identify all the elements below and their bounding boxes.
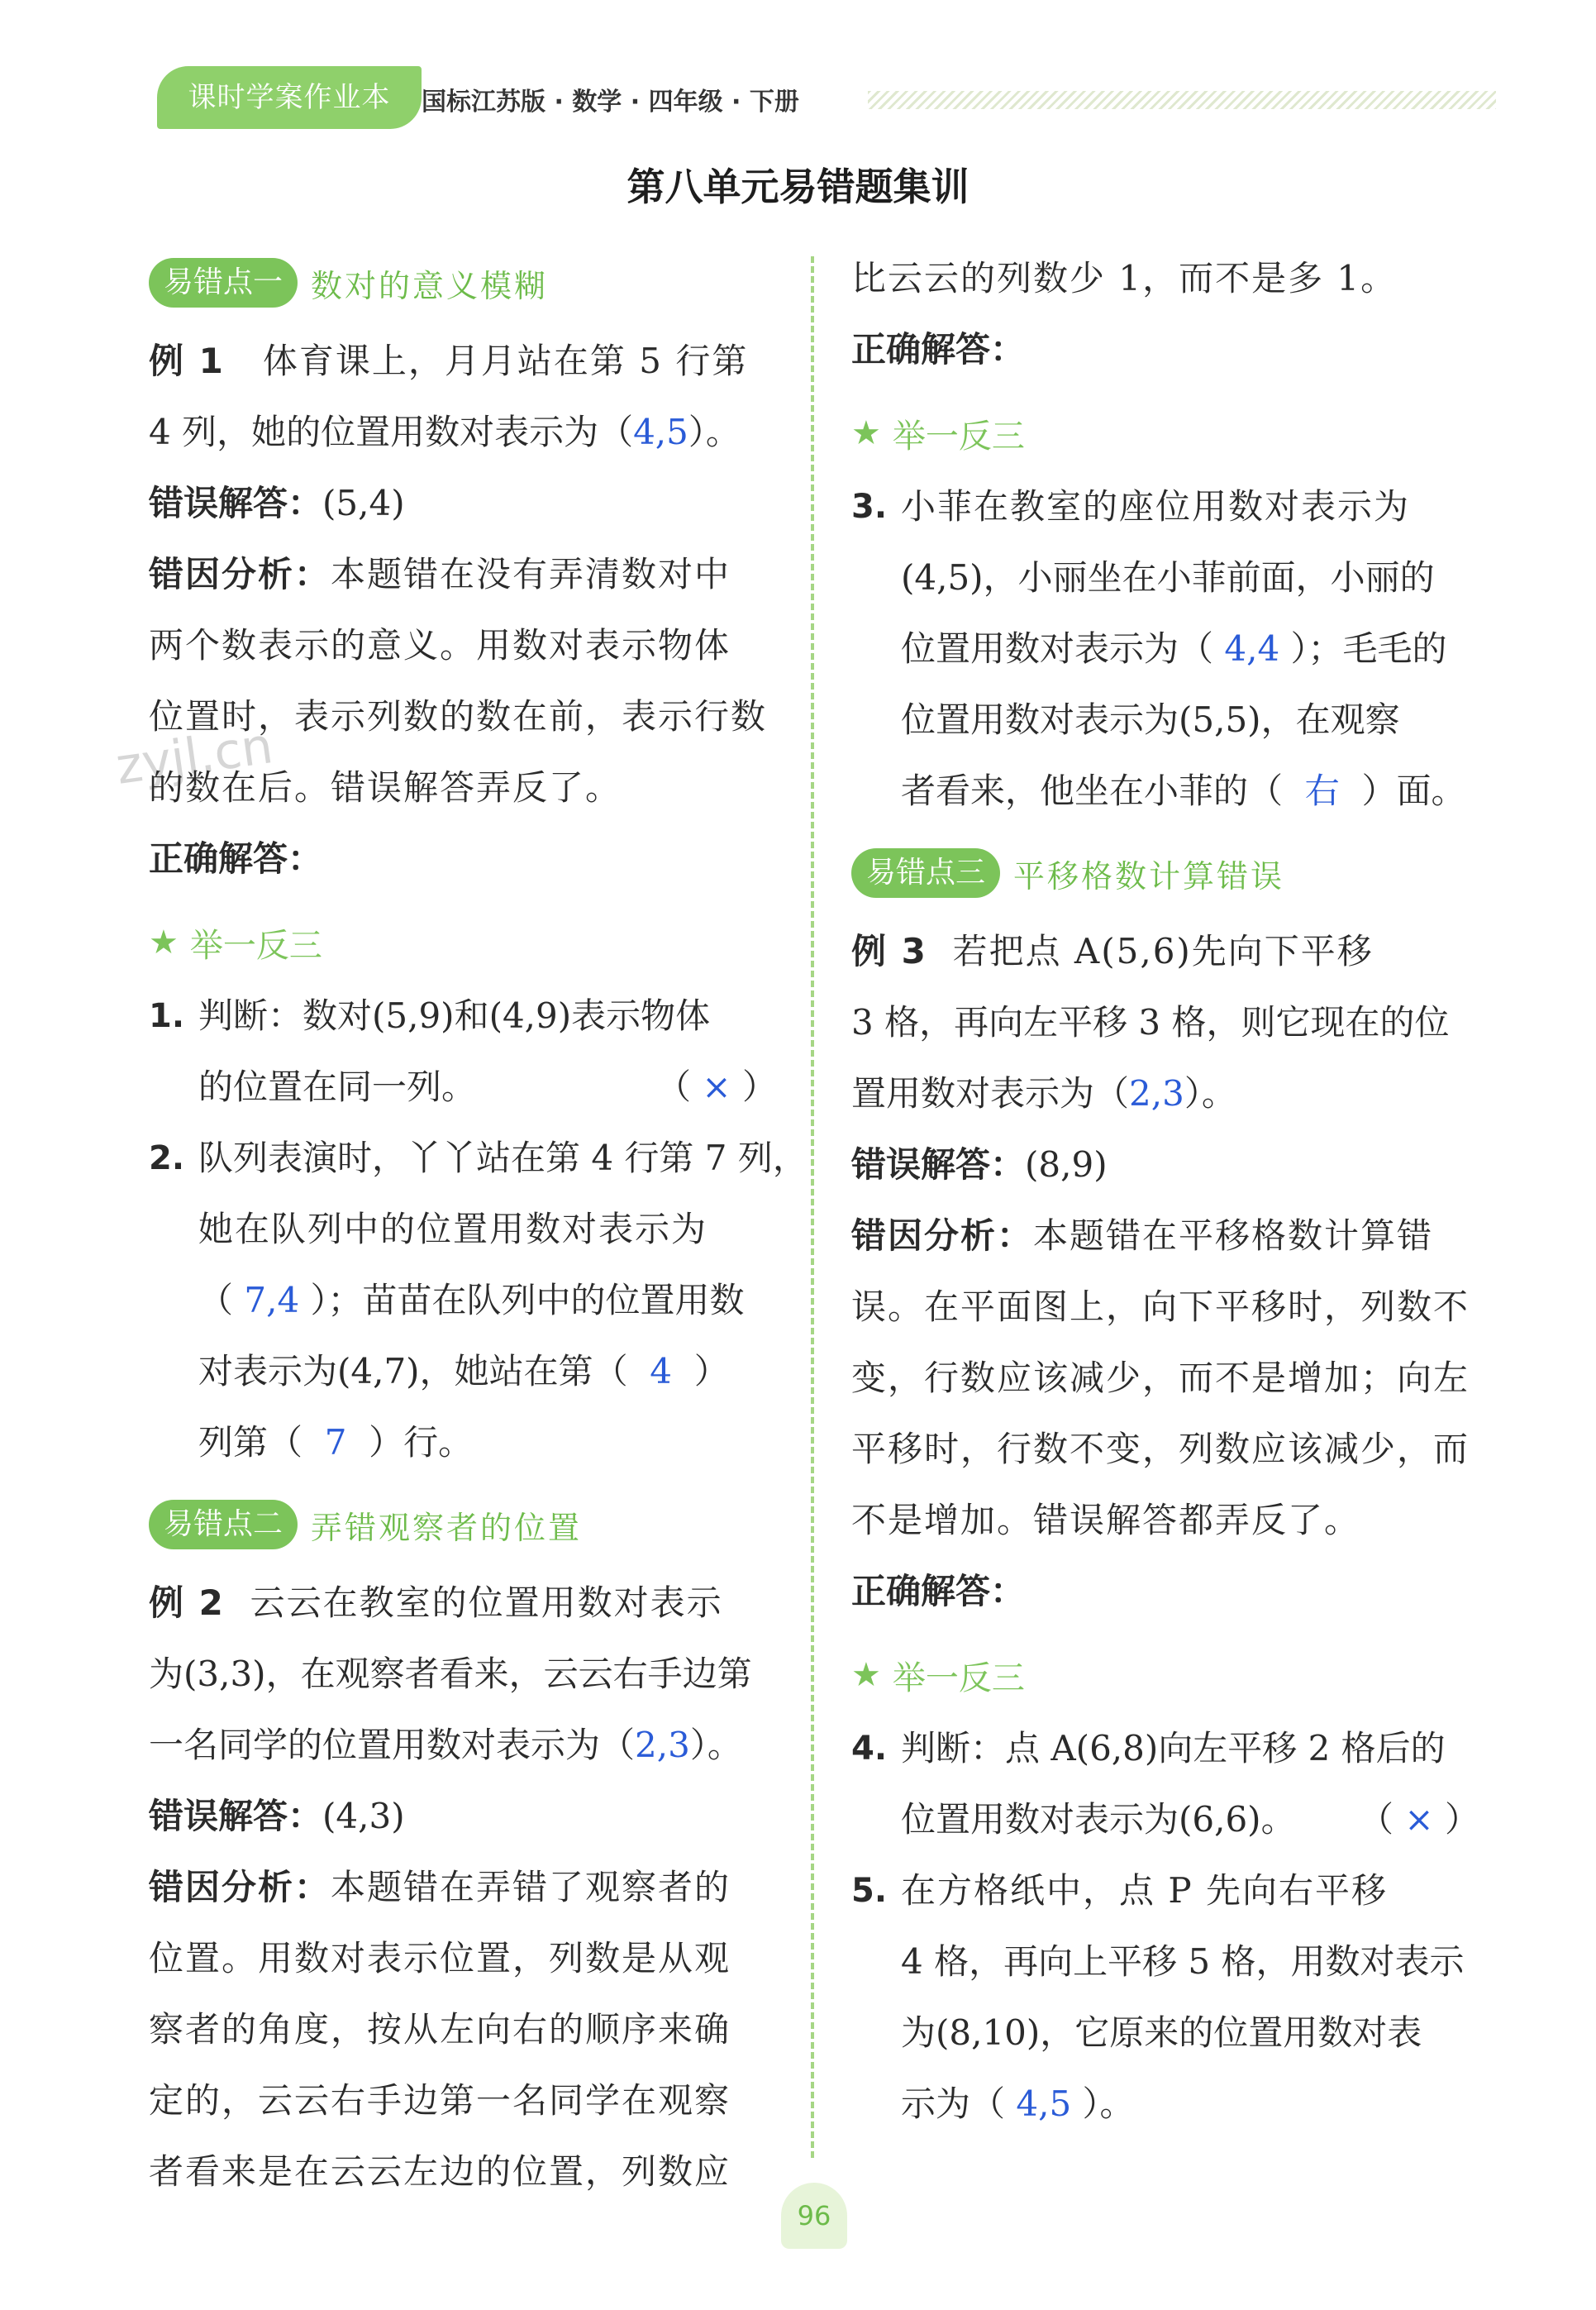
- analysis-text: 者看来是在云云左边的位置，列数应: [149, 2151, 731, 2192]
- question-text: 判断：点 A(6,8)向左平移 2 格后的: [901, 1728, 1446, 1768]
- handwritten-answer: 7: [324, 1422, 347, 1463]
- page-number: 96: [781, 2183, 847, 2249]
- watermark: zyjl.cn: [112, 717, 277, 796]
- example-text: [149, 1710, 777, 1781]
- question-text: 者看来，他坐在小菲的（: [901, 771, 1284, 811]
- question-text: 小菲在教室的座位用数对表示为: [901, 486, 1411, 527]
- section-tag: 易错点三: [851, 848, 1000, 898]
- practice-title: 举一反三: [892, 417, 1025, 456]
- wrong-answer-line: [851, 1129, 1479, 1200]
- paren: ）: [1444, 1799, 1479, 1840]
- example-3-line: [851, 916, 1479, 987]
- analysis-text: 定的，云云右手边第一名同学在观察: [149, 2080, 731, 2121]
- question-2: [149, 1123, 808, 1478]
- analysis-text: 本题错在没有弄清数对中: [331, 554, 731, 594]
- question-text: (4,5)，小丽坐在小菲前面，小丽的: [901, 557, 1435, 598]
- question-text: 队列表演时，丫丫站在第 4 行第 7 列，: [198, 1138, 808, 1178]
- wrong-answer: (5,4): [322, 483, 405, 523]
- question-4: [851, 1713, 1479, 1855]
- page-title: 第八单元易错题集训: [626, 165, 970, 209]
- question-text: 4 格，再向上平移 5 格，用数对表示: [901, 1941, 1465, 1982]
- example-text: 体育课上，月月站在第 5 行第: [262, 341, 749, 381]
- example-text: 一名同学的位置用数对表示为（: [149, 1725, 636, 1765]
- correct-answer-label: 正确解答：: [149, 838, 323, 879]
- section-name: 数对的意义模糊: [311, 267, 549, 304]
- handwritten-answer: 4,5: [633, 412, 688, 452]
- wrong-answer-label: 错误解答：: [149, 1796, 323, 1836]
- practice-header: [149, 909, 777, 976]
- section-header-3: [851, 848, 1479, 898]
- header-stripe-decoration: [868, 91, 1496, 109]
- question-text: [901, 1784, 1479, 1855]
- analysis-text: 本题错在平移格数计算错: [1033, 1215, 1434, 1256]
- example-text: ）。: [689, 1725, 742, 1765]
- series-tab: 课时学案作业本: [157, 66, 422, 129]
- question-text: 列第（: [198, 1422, 303, 1463]
- right-column: [851, 248, 1479, 2140]
- question-text: 位置用数对表示为(6,6)。: [901, 1799, 1296, 1840]
- example-2-line: [149, 1568, 777, 1639]
- question-text: [901, 756, 1479, 827]
- example-text: 3 格，再向左平移 3 格，则它现在的位: [851, 1002, 1450, 1043]
- question-text: [901, 2069, 1479, 2140]
- analysis-text: 平移时，行数不变，列数应该减少，而: [851, 1429, 1470, 1469]
- example-text: 4 列，她的位置用数对表示为（: [149, 412, 634, 452]
- example-text: 置用数对表示为（: [851, 1073, 1130, 1114]
- question-text: 位置用数对表示为(5,5)，在观察: [901, 699, 1400, 740]
- judgement-box: [656, 1052, 777, 1123]
- example-text: 若把点 A(5,6)先向下平移: [952, 931, 1374, 971]
- question-number: 2.: [149, 1139, 185, 1177]
- question-text: [198, 1265, 808, 1336]
- analysis-text: 不是增加。错误解答都弄反了。: [851, 1500, 1361, 1540]
- analysis-text: 变，行数应该减少，而不是增加；向左: [851, 1358, 1470, 1398]
- analysis-text: 的数在后。错误解答弄反了。: [149, 767, 622, 808]
- wrong-answer-line: [149, 468, 777, 539]
- page-header: [132, 66, 1496, 132]
- section-name: 平移格数计算错误: [1013, 857, 1285, 895]
- wrong-answer-label: 错误解答：: [149, 483, 323, 523]
- example-label: 例 1: [149, 341, 225, 381]
- error-analysis-line: [149, 1852, 777, 1923]
- section-name: 弄错观察者的位置: [311, 1509, 583, 1546]
- section-header-2: [149, 1500, 777, 1549]
- question-text: ）；毛毛的: [1290, 628, 1447, 669]
- paren: ）: [741, 1067, 777, 1107]
- question-text: 位置用数对表示为（: [901, 628, 1214, 669]
- handwritten-answer: 2,3: [635, 1725, 690, 1765]
- question-text: 在方格纸中，点 P 先向右平移: [901, 1870, 1388, 1911]
- error-analysis-line: [851, 1200, 1479, 1272]
- question-text: 的位置在同一列。: [198, 1067, 477, 1107]
- practice-header: [851, 1642, 1479, 1708]
- judgement-box: [1359, 1784, 1479, 1855]
- paren: （: [656, 1067, 692, 1107]
- question-text: ）。: [1082, 2083, 1135, 2124]
- judgement-answer: ×: [1404, 1799, 1434, 1840]
- correct-answer-label: 正确解答：: [851, 329, 1026, 370]
- practice-title: 举一反三: [892, 1659, 1025, 1697]
- correct-answer-label: 正确解答：: [851, 1571, 1026, 1611]
- question-text: 她在队列中的位置用数对表示为: [198, 1209, 708, 1249]
- paren: （: [198, 1280, 234, 1320]
- error-analysis-label: 错因分析：: [149, 1867, 331, 1907]
- example-text: ）。: [1184, 1073, 1236, 1114]
- handwritten-answer: 右: [1304, 771, 1340, 811]
- handwritten-answer: 4: [650, 1351, 673, 1391]
- question-3: [851, 471, 1479, 827]
- question-1: [149, 981, 777, 1123]
- question-number: 5.: [851, 1872, 888, 1910]
- example-label: 例 2: [149, 1582, 225, 1623]
- wrong-answer-label: 错误解答：: [851, 1144, 1026, 1185]
- judgement-answer: ×: [702, 1067, 731, 1107]
- analysis-text: 位置时，表示列数的数在前，表示行数: [149, 696, 768, 737]
- section-tag: 易错点二: [149, 1500, 298, 1549]
- question-text: [198, 1052, 777, 1123]
- left-column: [149, 248, 808, 2207]
- wrong-answer: (8,9): [1025, 1144, 1108, 1185]
- example-text: [851, 1058, 1479, 1129]
- example-text: 为(3,3)，在观察者看来，云云右手边第: [149, 1654, 752, 1694]
- wrong-answer: (4,3): [322, 1796, 405, 1836]
- question-5: [851, 1855, 1479, 2140]
- question-text: [198, 1336, 808, 1407]
- handwritten-answer: 2,3: [1129, 1073, 1184, 1114]
- analysis-text: 两个数表示的意义。用数对表示物体: [149, 625, 731, 666]
- column-divider: [811, 256, 814, 2158]
- paren: （: [1359, 1799, 1394, 1840]
- question-text: 为(8,10)，它原来的位置用数对表: [901, 2012, 1422, 2053]
- paren: ）: [693, 1351, 729, 1391]
- handwritten-answer: 4,5: [1016, 2083, 1072, 2124]
- question-number: 3.: [851, 488, 888, 526]
- analysis-text: 比云云的列数少 1，而不是多 1。: [851, 258, 1398, 298]
- book-info: 国标江苏版 · 数学 · 四年级 · 下册: [422, 88, 799, 117]
- question-text: 判断：数对(5,9)和(4,9)表示物体: [198, 995, 711, 1036]
- analysis-text: 位置。用数对表示位置，列数是从观: [149, 1938, 731, 1978]
- question-text: ）；苗苗在队列中的位置用数: [310, 1280, 745, 1320]
- question-text: 示为（: [901, 2083, 1006, 2124]
- error-analysis-label: 错因分析：: [149, 554, 331, 594]
- star-icon: ★: [851, 414, 881, 452]
- section-header-1: [149, 258, 777, 308]
- wrong-answer-line: [149, 1781, 777, 1852]
- error-analysis-label: 错因分析：: [851, 1215, 1034, 1256]
- example-text: 云云在教室的位置用数对表示: [250, 1582, 723, 1623]
- example-label: 例 3: [851, 931, 927, 971]
- practice-header: [851, 400, 1479, 466]
- section-tag: 易错点一: [149, 258, 298, 308]
- question-text: 对表示为(4,7)，她站在第（: [198, 1351, 628, 1391]
- analysis-text: 误。在平面图上，向下平移时，列数不: [851, 1286, 1470, 1327]
- question-text: ）面。: [1361, 771, 1466, 811]
- handwritten-answer: 7,4: [244, 1280, 300, 1320]
- question-text: ）行。: [369, 1422, 474, 1463]
- analysis-text: 本题错在弄错了观察者的: [331, 1867, 731, 1907]
- analysis-text: 察者的角度，按从左向右的顺序来确: [149, 2009, 731, 2050]
- question-number: 1.: [149, 997, 185, 1035]
- star-icon: ★: [149, 924, 179, 962]
- example-1-line: [149, 397, 777, 468]
- error-analysis-line: [149, 539, 777, 610]
- star-icon: ★: [851, 1656, 881, 1694]
- question-text: [198, 1407, 808, 1478]
- practice-title: 举一反三: [189, 926, 322, 965]
- example-text: ）。: [688, 412, 741, 452]
- handwritten-answer: 4,4: [1224, 628, 1280, 669]
- question-text: [901, 613, 1479, 685]
- example-1-line: [149, 326, 777, 397]
- question-number: 4.: [851, 1730, 888, 1768]
